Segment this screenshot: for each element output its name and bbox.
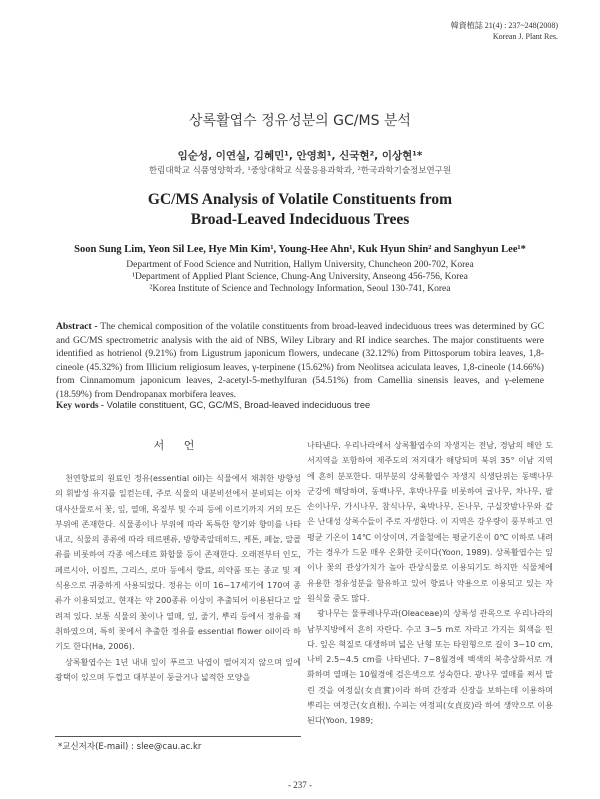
keywords-label: Key words -: [56, 401, 105, 411]
corresponding-author-footnote: *교신저자(E-mail) : slee@cau.ac.kr: [58, 742, 202, 752]
affiliation-line: ²Korea Institute of Science and Technology Information, Seoul 130-741, Korea: [149, 284, 451, 294]
english-title-line: Broad-Leaved Indeciduous Trees: [190, 211, 410, 228]
english-authors: Soon Sung Lim, Yeon Sil Lee, Hye Min Kim¹, Young-Hee Ahn¹, Kuk Hyun Shin² and Sanghyun Lee¹*: [74, 244, 526, 255]
keywords-text: Volatile constituent, GC, GC/MS, Broad-leaved indeciduous tree: [106, 400, 371, 410]
journal-name: Korean J. Plant Res.: [492, 32, 558, 41]
korean-title: 상록활엽수 정유성분의 GC/MS 분석: [189, 113, 411, 129]
english-affiliations: [0, 259, 600, 295]
abstract-text: The chemical composition of the volatile constituents from broad-leaved indeciduous trees was determined by GC and GC/MS spectrometric analysis with the aid of NBS, Wiley Library and RI indice searches. The major constituents were identified as hotrienol (9.21%) from Ligustrum japonicum flowers, undecane (32.12%) from Pittosporum tobira leaves, 1,8-cineole (45.32%) from Illicium religiosum leaves, γ-terpinene (15.62%) from Neolitsea aciculata leaves, 1,8-cineole (14.66%) from Cinnamomum japonicum leaves, 2-acetyl-5-methylfuran (54.51%) from Camellia sinensis leaves, and γ-elemene (18.59%) from Dendropanax morbifera leaves.: [56, 321, 545, 400]
korean-authors: 임순성, 이연실, 김혜민¹, 안영희¹, 신국현², 이상현¹*: [177, 150, 423, 162]
english-title-line: GC/MS Analysis of Volatile Constituents from: [147, 191, 453, 208]
body-paragraph: 상록활엽수는 1년 내내 잎이 푸르고 낙엽이 떨어지지 않으며 잎에 광택이 있으며 두껍고 대부분이 둥글거나 넓적한 모양을: [55, 656, 301, 682]
body-paragraph: 나타낸다. 우리나라에서 상록활엽수의 자생지는 전남, 경남의 해안 도서지역을 포함하여 제주도의 저지대가 해당되며 북위 35° 이남 지역에 흔히 분포한다. 대부분의 상록활엽수 자생지 식생단위는 동백나무군강에 해당하며, 동백나무, 후박나무를 비롯하여 굴나무, 차나무, 팔손이나무, 가시나무, 참식나무, 육박나무, 돈나무, 구실잣밤나무와 같은 난대성 상록수들이 주로 자생한다. 이 지역은 강우량이 풍부하고 연평균 기온이 14℃ 이상이며, 겨울철에는 평균기온이 0℃ 이하로 내려가는 경우가 드문 매우 온화한 곳이다(Yoon, 1989). 상록활엽수는 잎이나 꽃의 관상가치가 높아 관상식물로 이용되기도 하지만 식물체에 유용한 정유성분을 함유하고 있어 향료나 약용으로 이용되고 있는 자원식물 중도 많다.: [307, 440, 553, 603]
abstract-label: Abstract -: [56, 321, 98, 332]
body-paragraph: 천연향료의 원료인 정유(essential oil)는 식물에서 채취한 방향성의 휘발성 유지를 일컫는데, 주로 식물의 내분비선에서 분비되는 이차대사산물로서 꽃, 잎, 열매, 목질부 및 수피 등에 이르기까지 거의 모든 부위에 존재한다. 식물종이나 부위에 따라 독특한 향기와 향미를 나타내고, 식물의 종류에 따라 테르펜류, 방향족알데히드, 케톤, 페놀, 알콜류를 비롯하여 각종 에스테르 화합물 등이 존재한다. 오래전부터 인도, 페르시아, 이집트, 그리스, 로마 등에서 향료, 의약품 또는 종교 및 제식용으로 귀중하게 사용되었다. 정유는 이미 16~17세기에 170여 종류가 이용되었고, 현재는 약 200종류 이상이 추출되어 이용된다고 알려져 있다. 보통 식물의 꽃이나 열매, 잎, 줄기, 뿌리 등에서 정유를 채취하였으며, 특히 꽃에서 추출한 정유를 essential flower oil이라 하기도 한다(Ha, 2006).: [55, 473, 301, 652]
affiliation-line: ¹Department of Applied Plant Science, Chung-Ang University, Anseong 456-756, Korea: [132, 272, 468, 282]
korean-affiliations: 한림대학교 식품영양학과, ¹중앙대학교 식물응용과학과, ²한국과학기술정보연구원: [148, 166, 452, 176]
page-number: - 237 -: [288, 780, 312, 790]
affiliation-line: Department of Food Science and Nutrition, Hallym University, Chuncheon 200-702, Korea: [126, 260, 474, 270]
keywords: [56, 400, 544, 411]
right-column: [307, 438, 553, 729]
left-column: [55, 438, 301, 685]
footnote-divider: [55, 736, 301, 737]
body-paragraph: 광나무는 물푸레나무과(Oleaceae)의 상록성 관목으로 우리나라의 남부지방에서 흔히 자란다. 수고 3~5 m로 자라고 가지는 회색을 띈다. 잎은 혁질로 대생하며 넓은 난형 또는 타원형으로 길이 3~10 cm, 나비 2.5~4.5 cm를 나타낸다. 7~8월경에 백색의 복총상화서로 개화하며 열매는 10월경에 검은색으로 성숙한다. 광나무 열매를 쪄서 말린 것을 여정실(女貞實)이라 하며 간장과 신장을 보하는데 이용하며 뿌리는 여정근(女貞根), 수피는 여정피(女貞皮)라 하여 생약으로 이용된다(Yoon, 1989;: [307, 608, 553, 726]
journal-citation: 韓資植誌 21(4) : 237~248(2008): [450, 21, 558, 30]
journal-header: [451, 20, 558, 42]
abstract: [56, 320, 544, 402]
english-title: [0, 190, 600, 230]
section-heading: 서 언: [153, 439, 203, 452]
